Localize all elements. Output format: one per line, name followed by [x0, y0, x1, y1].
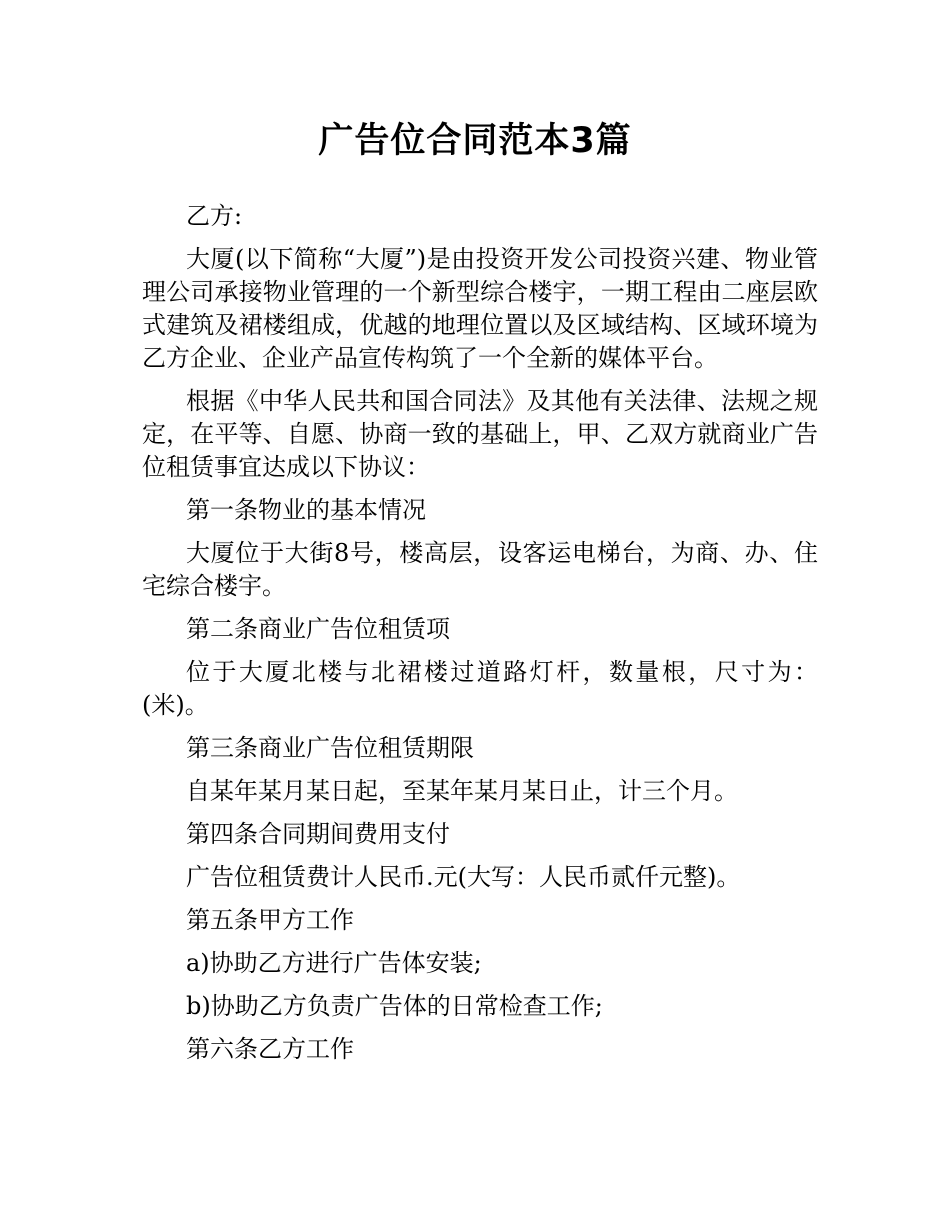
article-5-heading: 第五条甲方工作 — [186, 906, 354, 934]
paragraph-party-b: 乙方: — [186, 202, 243, 230]
document-body — [142, 200, 818, 1076]
document-title: 广告位合同范本3篇 — [318, 121, 632, 161]
paragraph-lease-term: 自某年某月某日起，至某年某月某日止，计三个月。 — [186, 777, 738, 805]
paragraph-party-a-duty-a: a)协助乙方进行广告体安装; — [186, 949, 482, 977]
article-6-heading: 第六条乙方工作 — [186, 1035, 354, 1063]
article-4-heading: 第四条合同期间费用支付 — [186, 820, 450, 848]
article-3-heading: 第三条商业广告位租赁期限 — [186, 734, 474, 762]
paragraph-fee: 广告位租赁费计人民币.元(大写：人民币贰仟元整)。 — [186, 863, 741, 891]
paragraph-building-intro: 大厦(以下简称“大厦”)是由投资开发公司投资兴建、物业管理公司承接物业管理的一个新型综合楼宇，一期工程由二座层欧式建筑及裙楼组成，优越的地理位置以及区域结构、区域环境为乙方企业、企业产品宣传构筑了一个全新的媒体平台。 — [142, 245, 818, 372]
paragraph-legal-basis: 根据《中华人民共和国合同法》及其他有关法律、法规之规定，在平等、自愿、协商一致的基础上，甲、乙双方就商业广告位租赁事宜达成以下协议： — [142, 387, 818, 481]
paragraph-party-a-duty-b: b)协助乙方负责广告体的日常检查工作; — [186, 992, 603, 1020]
article-1-heading: 第一条物业的基本情况 — [186, 496, 426, 524]
paragraph-property-info: 大厦位于大街8号，楼高层，设客运电梯台，为商、办、住宅综合楼宇。 — [142, 539, 818, 600]
paragraph-ad-location: 位于大厦北楼与北裙楼过道路灯杆，数量根，尺寸为：(米)。 — [142, 658, 818, 719]
article-2-heading: 第二条商业广告位租赁项 — [186, 615, 450, 643]
